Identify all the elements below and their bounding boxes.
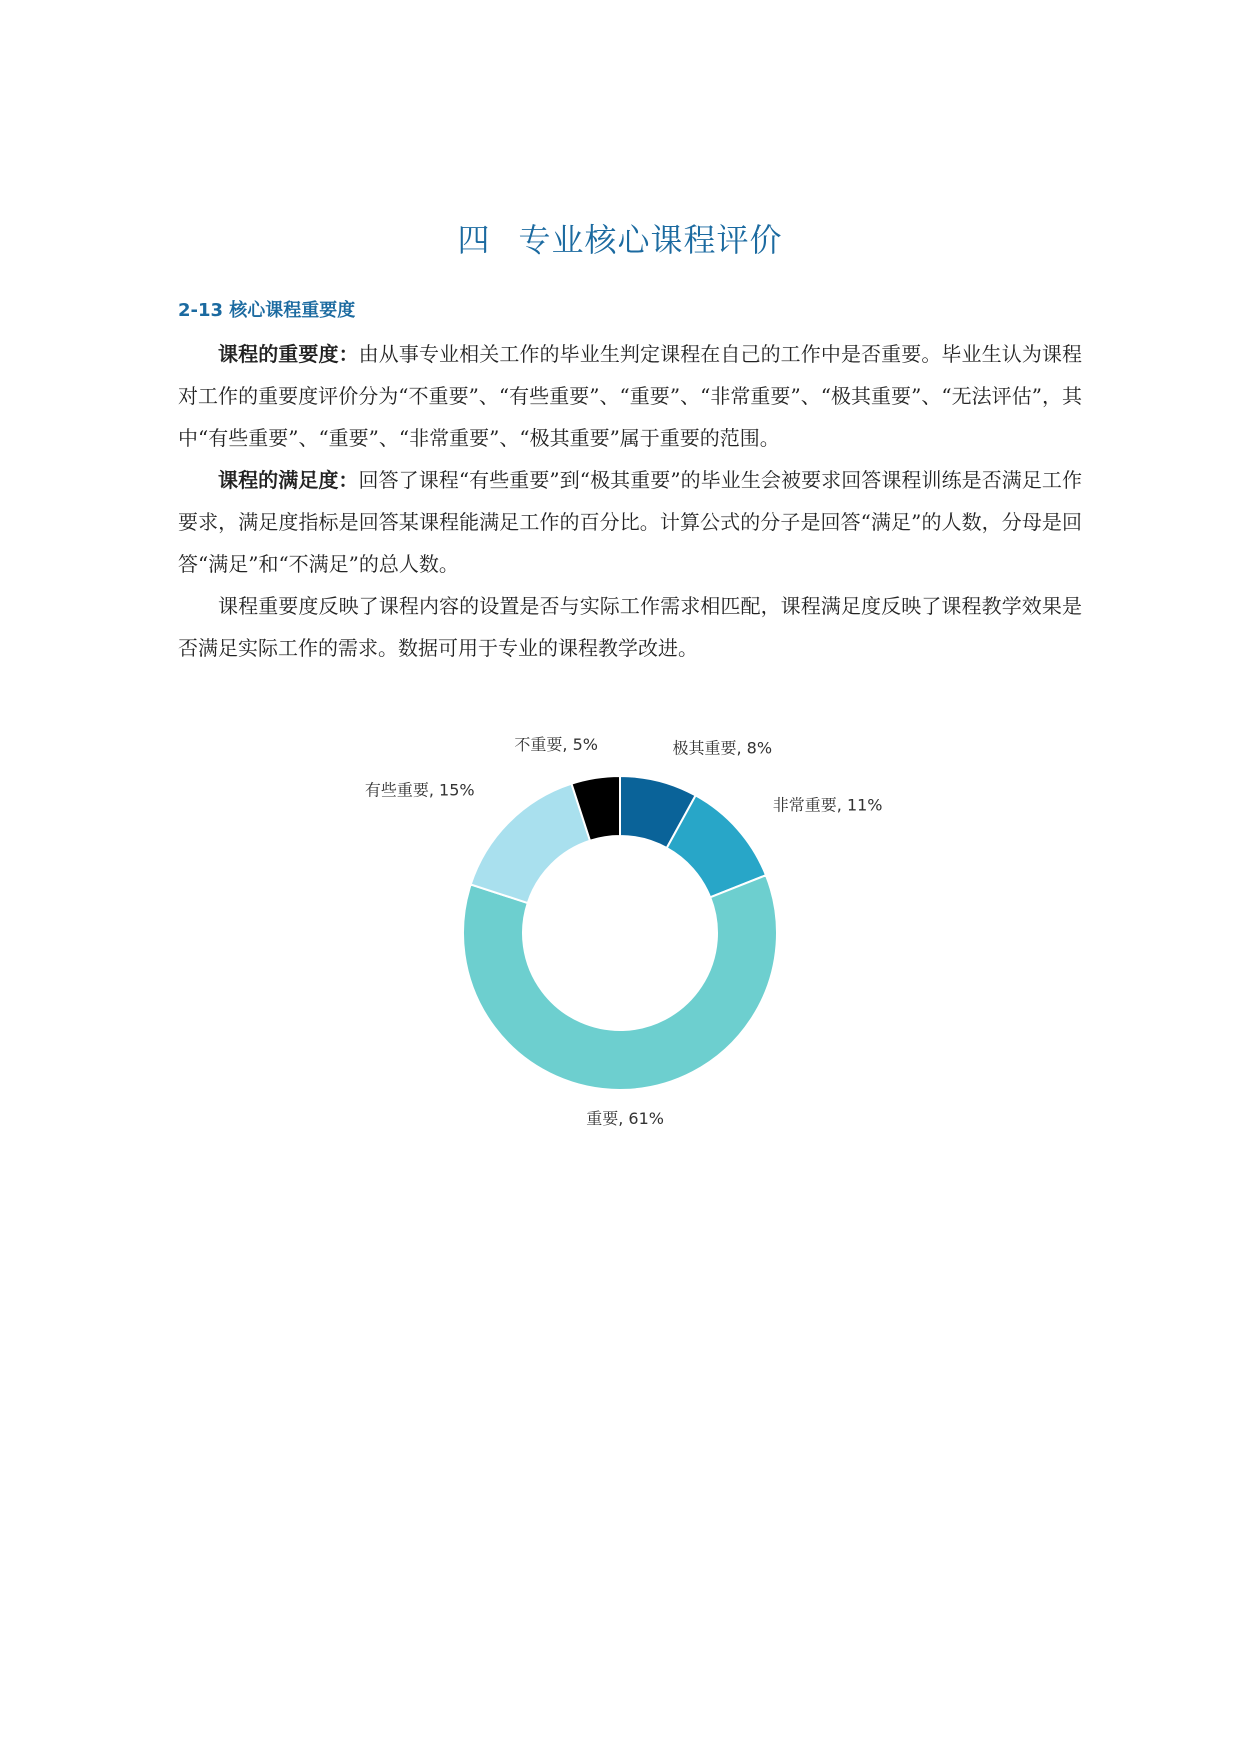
donut-label-4: 不重要, 5% — [514, 735, 598, 755]
donut-slice-2 — [463, 875, 777, 1090]
paragraph-importance-text: 由从事专业相关工作的毕业生判定课程在自己的工作中是否重要。毕业生认为课程对工作的重要度评价分为“不重要”、“有些重要”、“重要”、“非常重要”、“极其重要”、“无法评估”，其中“有些重要”、“重要”、“非常重要”、“极其重要”属于重要的范围。 — [178, 342, 1083, 450]
paragraph-satisfaction-text: 回答了课程“有些重要”到“极其重要”的毕业生会被要求回答课程训练是否满足工作要求，满足度指标是回答某课程能满足工作的百分比。计算公式的分子是回答“满足”的人数，分母是回答“满足”和“不满足”的总人数。 — [178, 468, 1082, 576]
paragraph-summary: 课程重要度反映了课程内容的设置是否与实际工作需求相匹配，课程满足度反映了课程教学效果是否满足实际工作的需求。数据可用于专业的课程教学改进。 — [178, 594, 1082, 660]
donut-label-0: 极其重要, 8% — [672, 738, 773, 758]
chapter-number: 四 — [457, 221, 491, 259]
paragraph-importance-label: 课程的重要度： — [218, 342, 359, 366]
section-heading: 2-13 核心课程重要度 — [178, 300, 356, 321]
donut-chart-svg — [340, 715, 900, 1135]
body-text — [178, 333, 1082, 669]
paragraph-importance — [178, 333, 1082, 459]
donut-slice-3 — [471, 784, 590, 903]
donut-label-1: 非常重要, 11% — [772, 795, 883, 815]
paragraph-satisfaction — [178, 459, 1082, 585]
importance-donut-chart — [340, 715, 900, 1135]
paragraph-satisfaction-label: 课程的满足度： — [218, 468, 359, 492]
donut-label-3: 有些重要, 15% — [364, 780, 475, 800]
chapter-title — [0, 215, 1240, 261]
chapter-title-text: 专业核心课程评价 — [518, 221, 783, 259]
donut-label-2: 重要, 61% — [586, 1108, 664, 1128]
